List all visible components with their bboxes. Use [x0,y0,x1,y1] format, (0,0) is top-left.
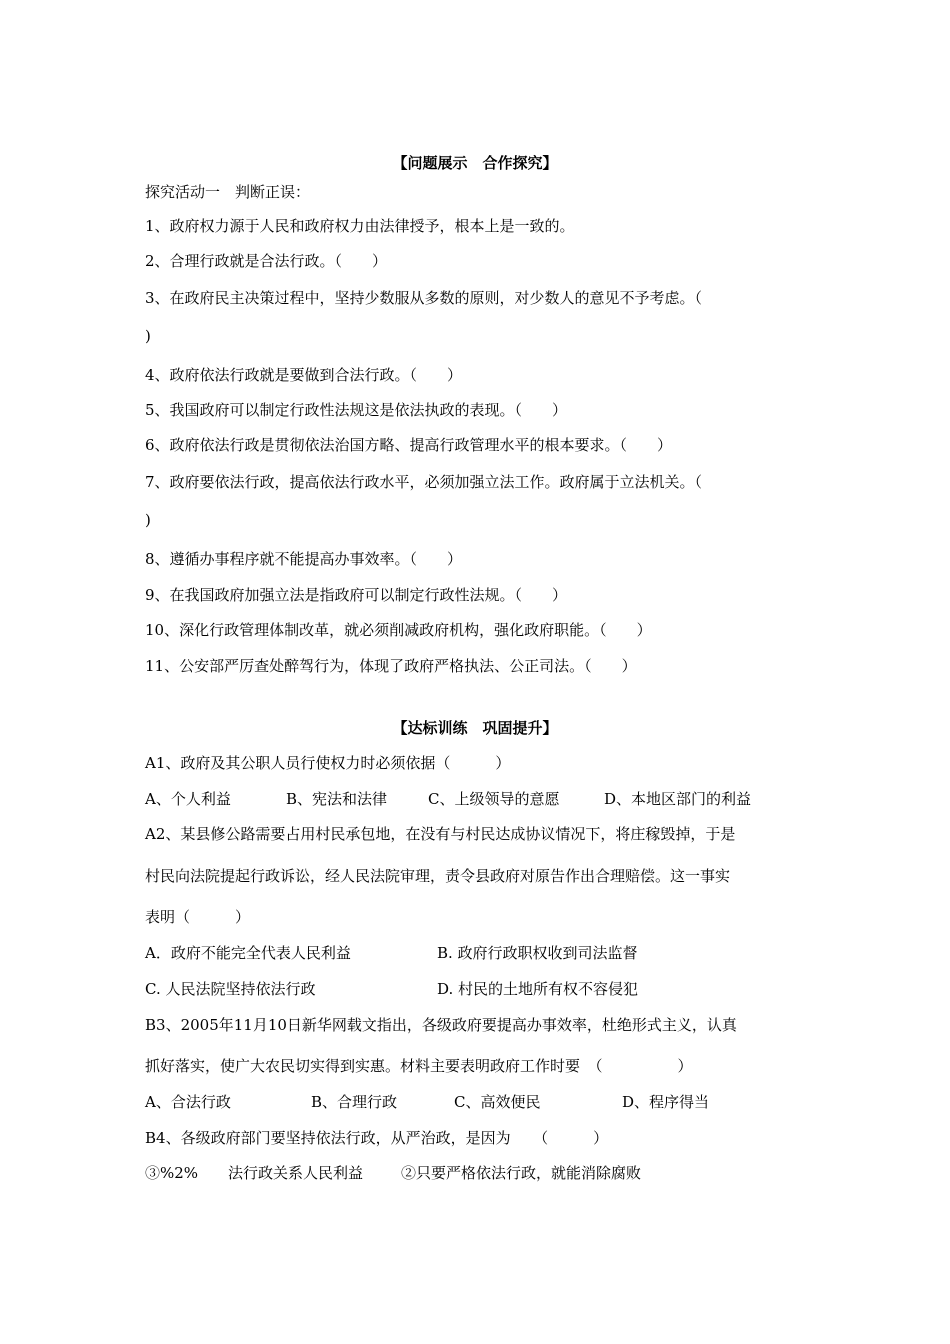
option: C. 人民法院坚持依法行政 [145,980,316,998]
judgment-item: 2、合理行政就是合法行政。（ ） [145,252,388,270]
question-stem: B4、各级政府部门要坚持依法行政，从严治政，是因为 （ ） [145,1129,609,1147]
judgment-item: 6、政府依法行政是贯彻依法治国方略、提高行政管理水平的根本要求。（ ） [145,436,673,454]
question-stem: 村民向法院提起行政诉讼，经人民法院审理，责令县政府对原告作出合理赔偿。这一事实 [145,867,731,885]
judgment-item: 9、在我国政府加强立法是指政府可以制定行政性法规。（ ） [145,586,568,604]
option: B. 政府行政职权收到司法监督 [437,944,638,962]
judgment-item: 1、政府权力源于人民和政府权力由法律授予，根本上是一致的。 [145,217,575,235]
option: C、上级领导的意愿 [428,790,560,808]
option: B、宪法和法律 [286,790,388,808]
option: ③%2% 法行政关系人民利益 [145,1164,364,1182]
judgment-item: 7、政府要依法行政，提高依法行政水平，必须加强立法工作。政府属于立法机关。（ [145,473,703,491]
judgment-item: 4、政府依法行政就是要做到合法行政。（ ） [145,366,463,384]
option: A．政府不能完全代表人民利益 [145,944,351,962]
judgment-item: 8、遵循办事程序就不能提高办事效率。（ ） [145,550,463,568]
option: B、合理行政 [311,1093,398,1111]
judgment-item: 11、公安部严厉查处醉驾行为，体现了政府严格执法、公正司法。（ ） [145,657,637,675]
question-stem: A1、政府及其公职人员行使权力时必须依据（ ） [145,754,511,772]
option: D、本地区部门的利益 [604,790,752,808]
option: C、高效便民 [454,1093,541,1111]
option: A、个人利益 [145,790,231,808]
judgment-item-continuation: ) [145,327,151,345]
option: A、合法行政 [145,1093,231,1111]
question-stem: 表明（ ） [145,908,251,926]
section-heading-explore: 【问题展示 合作探究】 [392,154,558,172]
question-stem: 抓好落实，使广大农民切实得到实惠。材料主要表明政府工作时要 （ ） [145,1057,693,1075]
option: ②只要严格依法行政，就能消除腐败 [401,1164,642,1182]
option: D. 村民的土地所有权不容侵犯 [437,980,639,998]
section-heading-practice: 【达标训练 巩固提升】 [392,719,558,737]
activity-label: 探究活动一 判断正误： [145,183,311,201]
question-stem: B3、2005年11月10日新华网载文指出，各级政府要提高办事效率，杜绝形式主义，认真 [145,1016,737,1034]
option: D、程序得当 [622,1093,710,1111]
judgment-item: 5、我国政府可以制定行政性法规这是依法执政的表现。（ ） [145,401,568,419]
judgment-item-continuation: ) [145,511,151,529]
question-stem: A2、某县修公路需要占用村民承包地，在没有与村民达成协议情况下，将庄稼毁掉，于是 [145,825,736,843]
judgment-item: 10、深化行政管理体制改革，就必须削减政府机构，强化政府职能。（ ） [145,621,652,639]
judgment-item: 3、在政府民主决策过程中，坚持少数服从多数的原则，对少数人的意见不予考虑。（ [145,289,703,307]
